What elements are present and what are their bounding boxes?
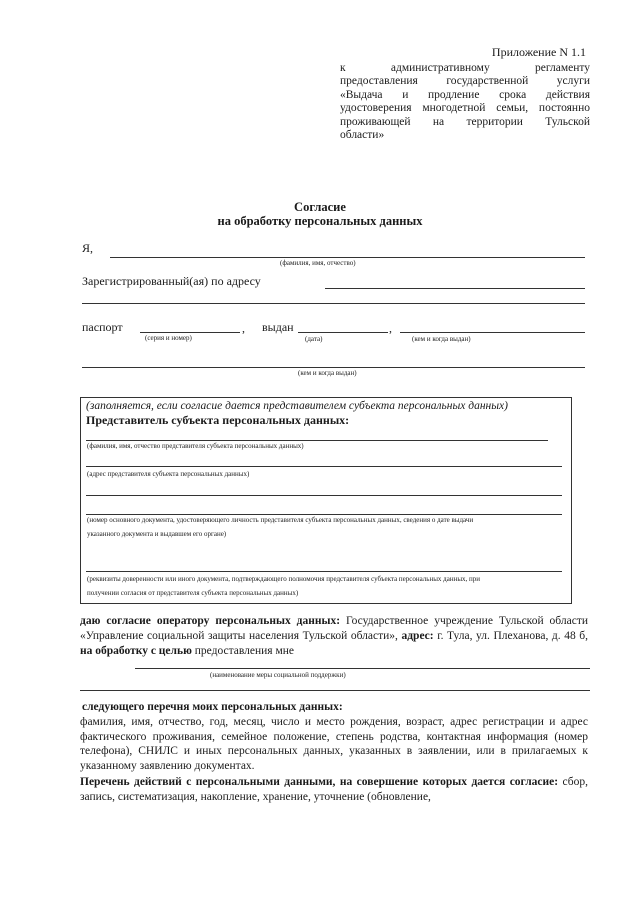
rep-power-line[interactable] [86, 571, 562, 572]
issued-by-line-2[interactable] [82, 367, 585, 368]
actions-paragraph [80, 775, 588, 804]
rep-doc-line-2[interactable] [86, 514, 562, 515]
measure-hint: (наименование меры социальной поддержки) [210, 671, 346, 679]
representative-note: (заполняется, если согласие дается представителем субъекта персональных данных) [86, 400, 508, 412]
rep-fio-line[interactable] [86, 440, 548, 441]
document-title: Согласие [294, 200, 346, 214]
passport-label: паспорт [82, 320, 123, 334]
address-line-1[interactable] [325, 288, 585, 289]
annex-title: Приложение N 1.1 [491, 45, 586, 59]
annex-line-3: «Выдача и продление срока действия [340, 89, 590, 101]
measure-line-2[interactable] [80, 690, 590, 691]
rep-doc-line[interactable] [86, 495, 562, 496]
rep-doc-hint-2: указанного документа и выдавшем его органе) [87, 530, 227, 538]
annex-line-5: проживающей на территории Тульской [340, 116, 590, 128]
actions-label: Перечень действий с персональными данными, на совершение которых дается согласие: [80, 776, 559, 788]
fio-hint: (фамилия, имя, отчество) [280, 259, 356, 267]
purpose-text: предоставления мне [191, 645, 294, 657]
annex-line-1: к административному регламенту [340, 62, 590, 74]
consent-operator-label: даю согласие оператору персональных данных: [80, 615, 341, 627]
issued-by-line[interactable] [400, 332, 585, 333]
by-whom-hint-2: (кем и когда выдан) [298, 369, 357, 377]
data-list-heading: следующего перечня моих персональных данных: [82, 701, 343, 713]
operator-address: г. Тула, ул. Плеханова, д. 48 б, [433, 630, 588, 642]
comma-2: , [389, 321, 392, 335]
actions-text: сбор, запись, систематизация, накопление, хранение, уточнение (обновление, [80, 776, 588, 803]
passport-number-line[interactable] [140, 332, 240, 333]
representative-section [80, 397, 572, 604]
address-label: адрес: [397, 630, 434, 642]
representative-heading: Представитель субъекта персональных данных: [86, 413, 350, 427]
annex-line-4: удостоверения многодетной семьи, постоянно [340, 102, 590, 114]
purpose-label: на обработку с целью [80, 645, 192, 657]
i-label: Я, [82, 241, 94, 255]
series-hint: (серия и номер) [145, 334, 192, 342]
issued-label: выдан [262, 320, 294, 334]
issued-date-line[interactable] [298, 332, 388, 333]
fio-line[interactable] [110, 257, 585, 258]
rep-address-line[interactable] [86, 466, 562, 467]
rep-fio-hint: (фамилия, имя, отчество представителя субъекта персональных данных) [87, 442, 304, 450]
by-whom-hint: (кем и когда выдан) [412, 335, 471, 343]
annex-line-2: предоставления государственной услуги [340, 75, 590, 87]
rep-address-hint: (адрес представителя субъекта персональных данных) [87, 470, 250, 478]
operator-name: Государственное учреждение Тульской области «Управление социальной защиты населения Тульской области», [80, 615, 588, 642]
rep-power-hint-1: (реквизиты доверенности или иного документа, подтверждающего полномочия представителя субъекта персональных данных, при [87, 575, 481, 583]
measure-line[interactable] [135, 668, 590, 669]
consent-paragraph [80, 614, 588, 659]
annex-line-6: области» [340, 129, 385, 141]
document-subtitle: на обработку персональных данных [217, 214, 423, 228]
date-hint: (дата) [305, 335, 323, 343]
rep-doc-hint-1: (номер основного документа, удостоверяющего личность представителя субъекта персональных данных, сведения о дате выдачи [87, 516, 474, 524]
address-line-2[interactable] [82, 303, 585, 304]
rep-power-hint-2: получении согласия от представителя субъекта персональных данных) [87, 589, 299, 597]
data-list-text: фамилия, имя, отчество, год, месяц, число и место рождения, возраст, адрес регистрации и адрес фактического проживания, семейное положение, степень родства, контактная информация (номер телефона), СНИЛС и иных персональных данных, указанных в заявлении, или в прилагаемых к указанному заявлению документах. [80, 716, 588, 772]
registered-label: Зарегистрированный(ая) по адресу [82, 274, 261, 288]
comma-1: , [242, 321, 245, 335]
